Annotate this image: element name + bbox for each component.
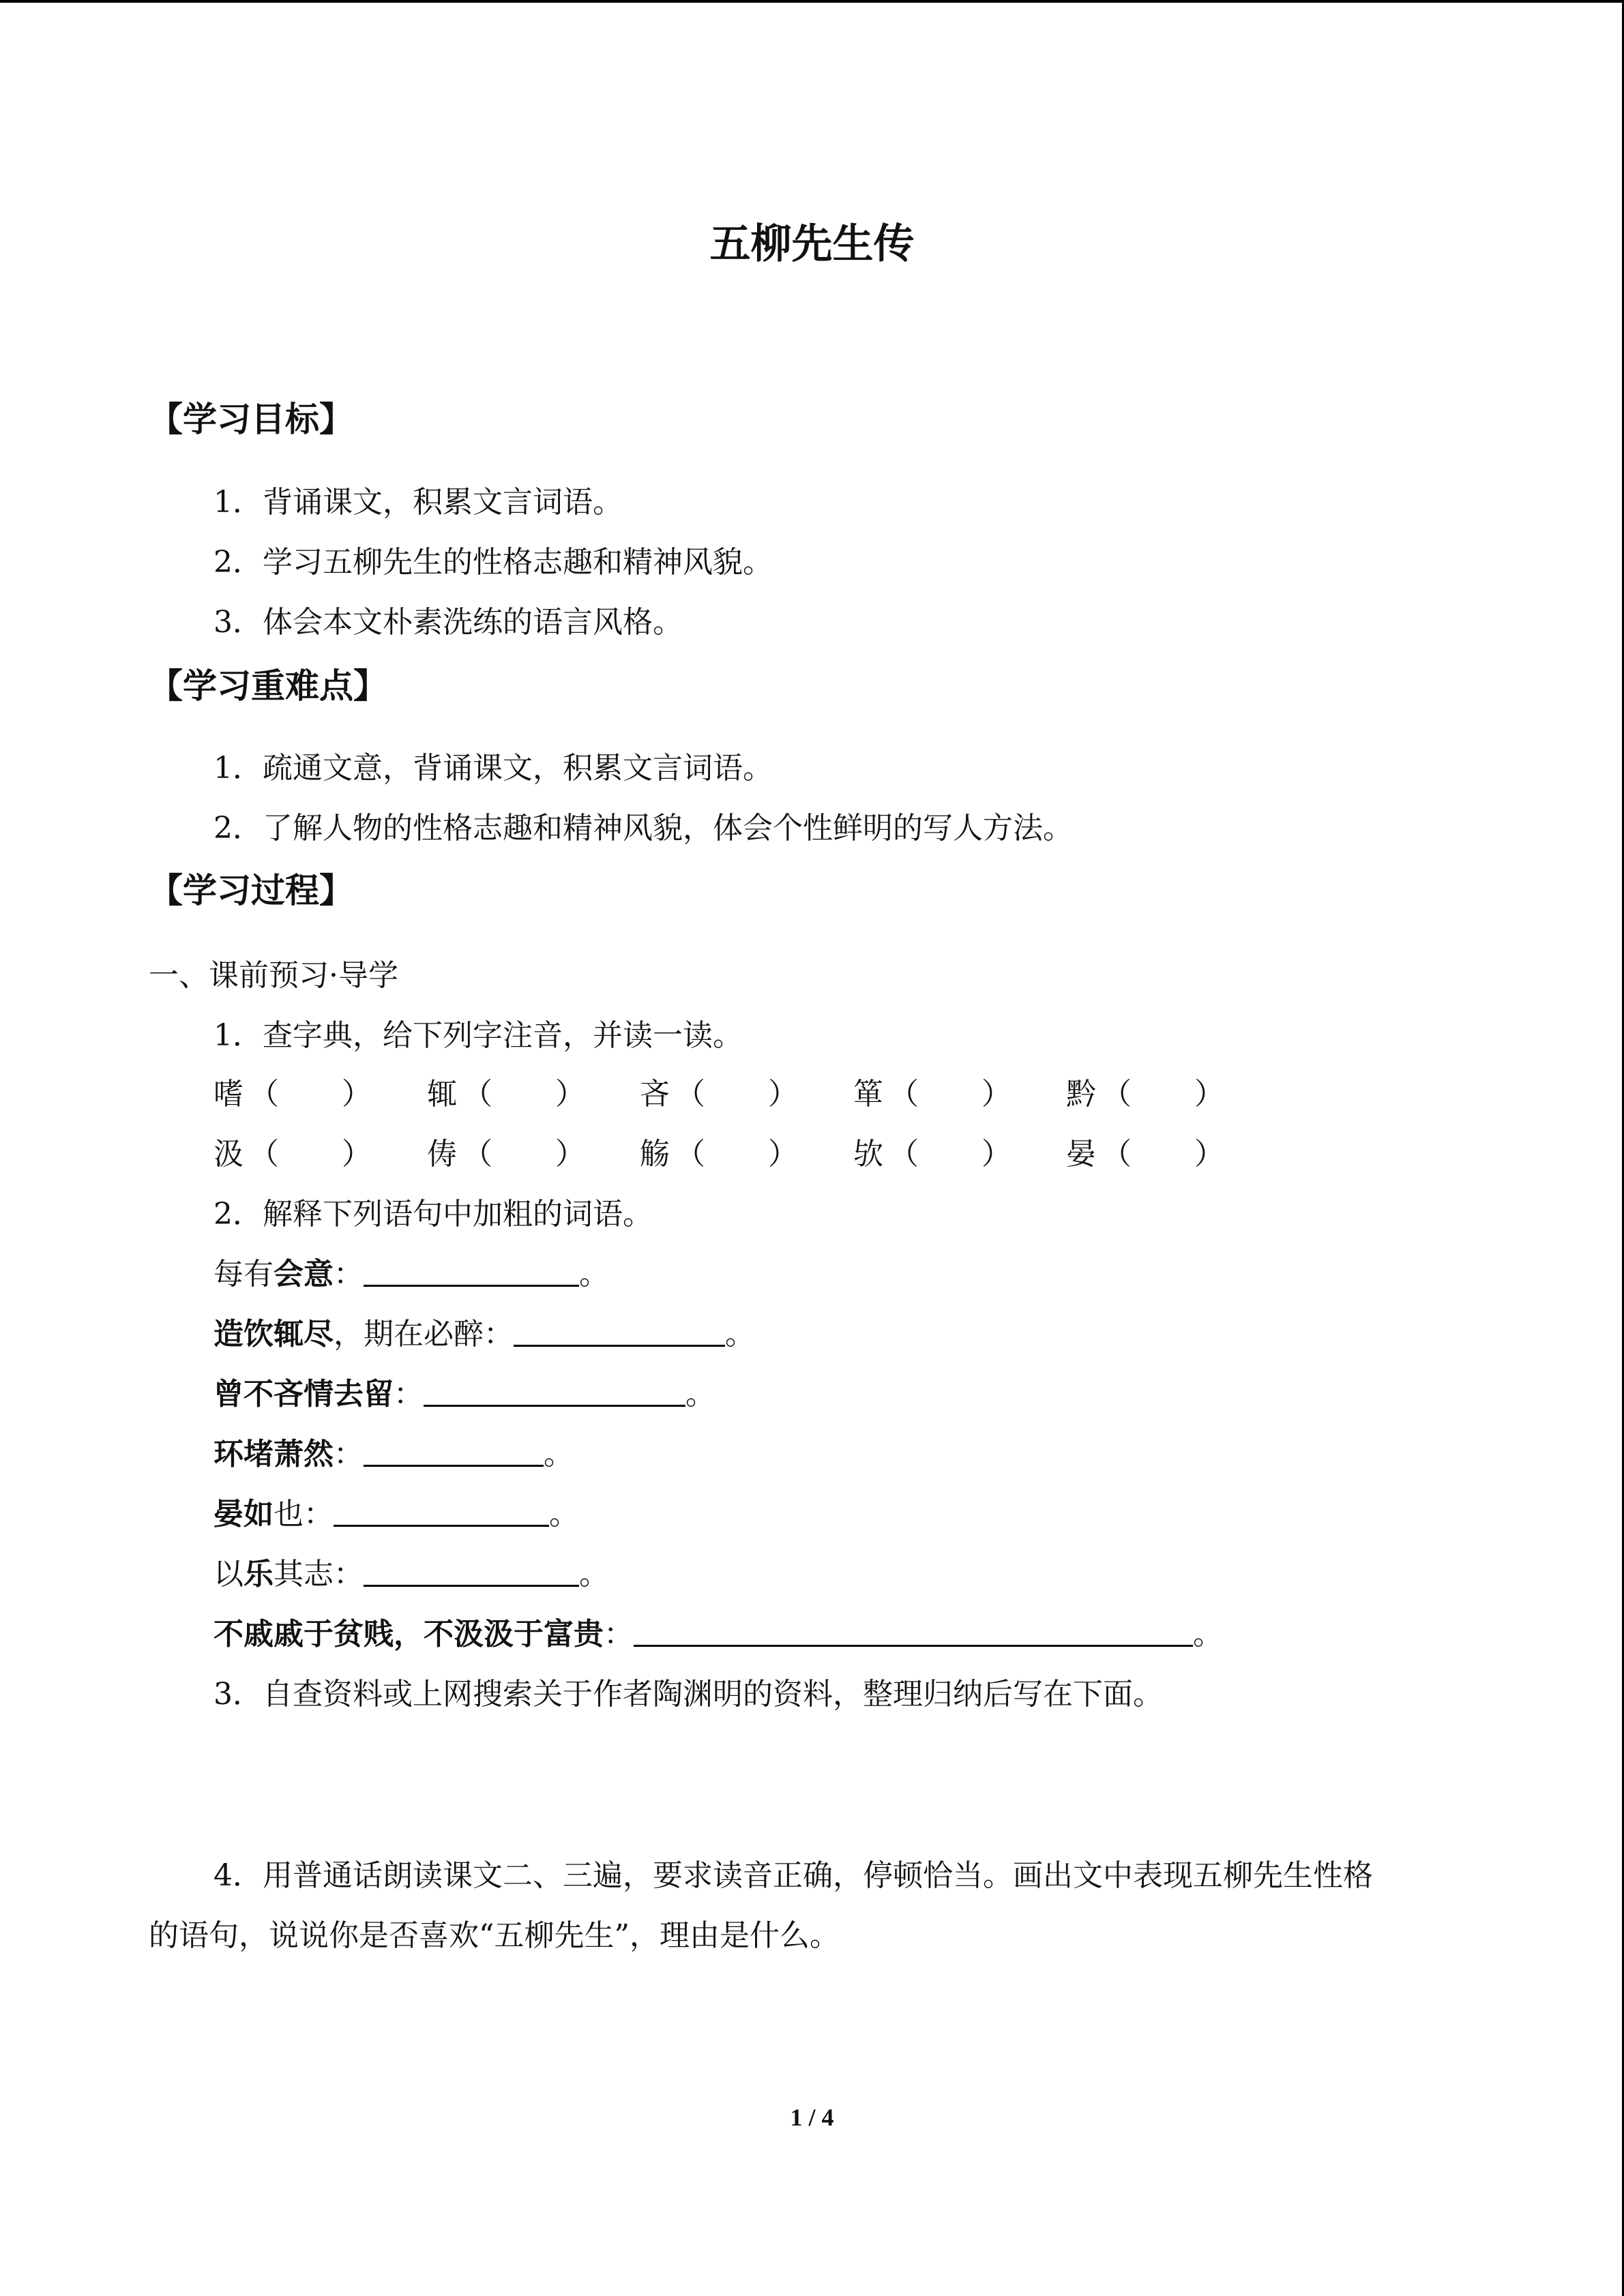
pinyin-char: 箪 （ ） <box>853 1077 1012 1112</box>
answer-blank[interactable] <box>364 1557 579 1587</box>
vocab-item: 造饮辄尽，期在必醉： 。 <box>213 1317 755 1352</box>
page-number: 1 / 4 <box>790 2104 834 2131</box>
key-point-item-2: 2．了解人物的性格志趣和精神风貌，体会个性鲜明的写人方法。 <box>213 811 1073 846</box>
pinyin-char: 欤 （ ） <box>853 1137 1012 1172</box>
goals-heading: 【学习目标】 <box>149 400 353 439</box>
pinyin-char: 嗜 （ ） <box>213 1077 372 1112</box>
key-points-heading: 【学习重难点】 <box>149 666 387 706</box>
vocab-item: 每有会意： 。 <box>213 1257 609 1292</box>
pinyin-char: 晏 （ ） <box>1066 1137 1224 1172</box>
vocab-item: 晏如也： 。 <box>213 1497 579 1532</box>
vocab-item: 环堵萧然： 。 <box>213 1437 574 1472</box>
goal-item-2: 2．学习五柳先生的性格志趣和精神风貌。 <box>213 545 773 580</box>
pinyin-char: 辄 （ ） <box>427 1077 585 1112</box>
goal-item-1: 1．背诵课文，积累文言词语。 <box>213 485 623 520</box>
answer-blank[interactable] <box>514 1317 725 1347</box>
pinyin-char: 觞 （ ） <box>640 1137 798 1172</box>
pinyin-char: 黔 （ ） <box>1066 1077 1224 1112</box>
process-heading: 【学习过程】 <box>149 871 353 910</box>
vocab-item: 不戚戚于贫贱，不汲汲于富贵： 。 <box>213 1617 1223 1652</box>
answer-blank[interactable] <box>634 1617 1193 1647</box>
question-1: 1．查字典，给下列字注音，并读一读。 <box>213 1018 743 1053</box>
goal-item-3: 3．体会本文朴素洗练的语言风格。 <box>213 605 683 640</box>
preview-subheading: 一、课前预习·导学 <box>149 958 398 993</box>
vocab-item: 曾不吝情去留： 。 <box>213 1377 715 1412</box>
question-4-line-1: 4．用普通话朗读课文二、三遍，要求读音正确，停顿恰当。画出文中表现五柳先生性格 <box>213 1858 1373 1893</box>
vocab-item: 以乐其志： 。 <box>213 1557 609 1592</box>
pinyin-char: 汲 （ ） <box>213 1137 372 1172</box>
answer-blank[interactable] <box>334 1497 549 1527</box>
pinyin-char: 吝 （ ） <box>640 1077 798 1112</box>
key-point-item-1: 1．疏通文意，背诵课文，积累文言词语。 <box>213 751 773 786</box>
answer-blank[interactable] <box>364 1257 579 1287</box>
page-title: 五柳先生传 <box>709 220 915 268</box>
question-4-line-2: 的语句，说说你是否喜欢“五柳先生”，理由是什么。 <box>149 1918 840 1953</box>
question-2: 2．解释下列语句中加粗的词语。 <box>213 1197 653 1232</box>
answer-blank[interactable] <box>424 1377 685 1407</box>
answer-blank[interactable] <box>364 1437 544 1467</box>
top-border <box>0 0 1624 3</box>
question-3: 3．自查资料或上网搜索关于作者陶渊明的资料，整理归纳后写在下面。 <box>213 1677 1163 1712</box>
pinyin-char: 俦 （ ） <box>427 1137 585 1172</box>
